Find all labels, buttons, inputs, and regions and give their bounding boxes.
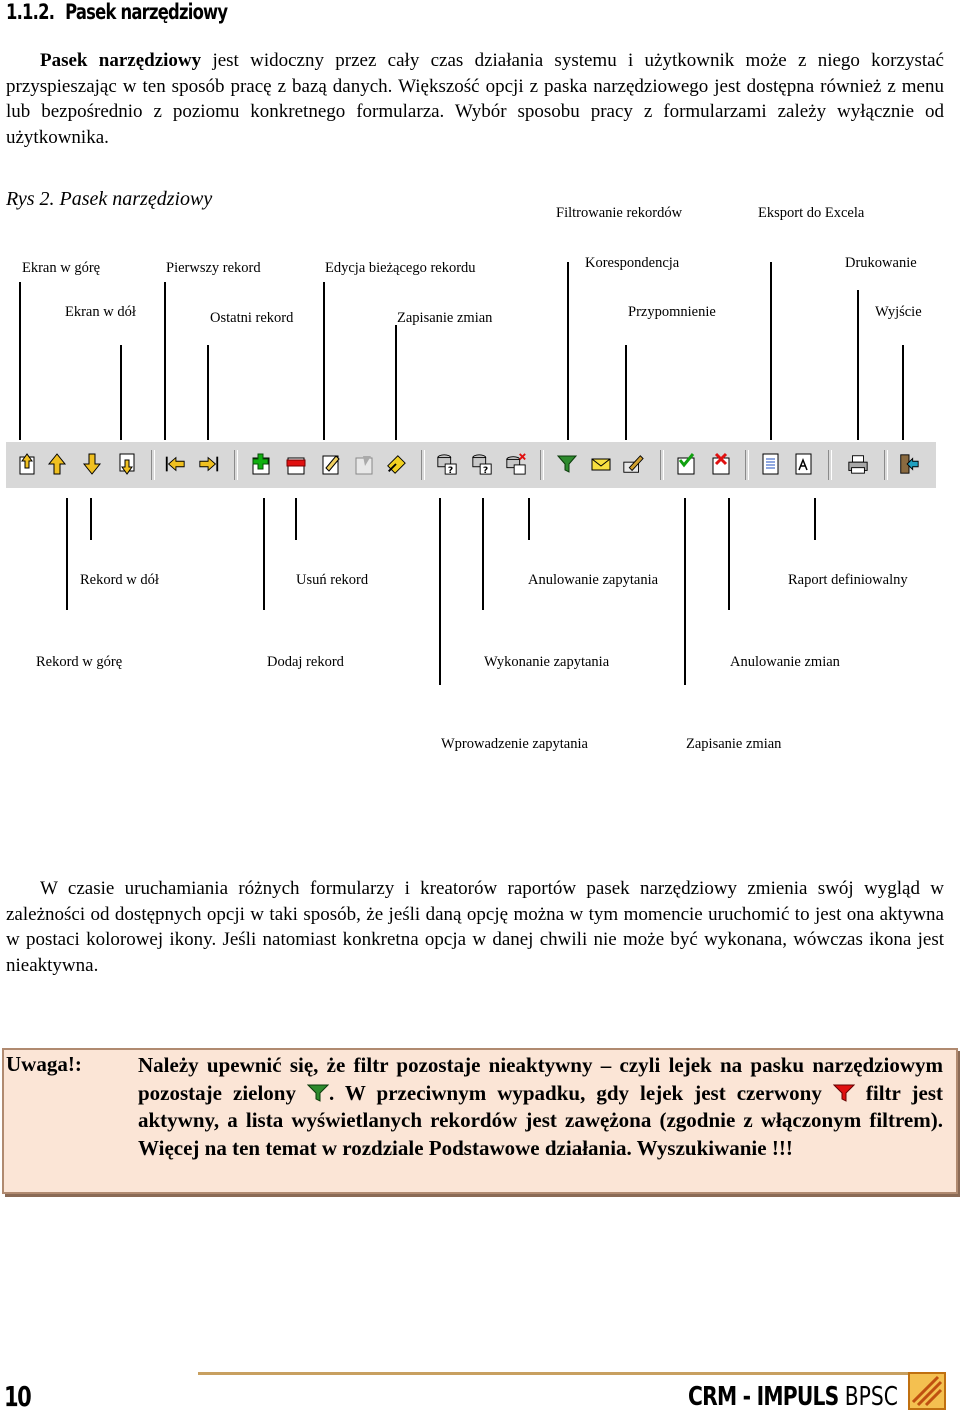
- label-pierwszy: Pierwszy rekord: [166, 260, 261, 276]
- svg-text:?: ?: [447, 465, 454, 476]
- note-part-3: filtr jest aktywny, a lista wyświetlanych rekordów jest zawężona (zgodnie z włączonym filtrem). Więcej na ten temat w rozdziale Podstawowe działania. Wyszukiwanie !!!: [138, 1080, 943, 1160]
- query-execute-icon: [471, 452, 493, 476]
- connector-line: [528, 498, 530, 540]
- exit-icon: [898, 452, 920, 476]
- green-filter-icon: [307, 1082, 329, 1100]
- connector-line: [857, 290, 859, 440]
- toolbar-separator: [828, 450, 832, 480]
- label-ekran-dol: Ekran w dół: [65, 304, 136, 320]
- report-icon: [760, 452, 782, 476]
- label-edycja: Edycja bieżącego rekordu: [325, 260, 476, 276]
- label-anul-zmian: Anulowanie zmian: [730, 654, 840, 670]
- connector-line: [120, 345, 122, 440]
- record-up-icon: [46, 452, 68, 476]
- cancel-icon: [710, 452, 732, 476]
- section-number: 1.1.2.: [6, 0, 55, 24]
- second-paragraph-text: W czasie uruchamiania różnych formularzy i kreatorów raportów pasek narzędziowy zmienia swój wygląd w zależności od dostępnych opcji w taki sposób, że jeśli daną opcję można w tym momencie uruchomić to jest ona aktywna w postaci kolorowej ikony. Jeśli natomiast konkretna opcja w danej chwili nie może być wykonana, wówczas ikona jest nieaktywna.: [6, 878, 944, 976]
- label-rekord-gora: Rekord w górę: [36, 654, 123, 670]
- query-enter-icon: [436, 452, 458, 476]
- intro-bold-lead: Pasek narzędziowy: [40, 50, 202, 71]
- label-anul-zap: Anulowanie zapytania: [528, 572, 659, 588]
- figure-caption: Rys 2. Pasek narzędziowy: [6, 188, 213, 210]
- toolbar-separator: [660, 450, 664, 480]
- company-logo-icon: [908, 1372, 946, 1410]
- footer-brand: [688, 1382, 898, 1412]
- first-record-icon: [164, 452, 186, 476]
- toolbar-separator: [884, 450, 888, 480]
- toolbar-separator: [745, 450, 749, 480]
- svg-text:?: ?: [482, 465, 489, 476]
- footer-rule: [198, 1372, 946, 1375]
- connector-line: [684, 498, 686, 685]
- toolbar-separator: [234, 450, 238, 480]
- second-paragraph: [6, 876, 944, 978]
- toolbar-separator: [540, 450, 544, 480]
- toolbar-separator: [151, 450, 155, 480]
- connector-line: [66, 498, 68, 610]
- section-title: Pasek narzędziowy: [65, 0, 228, 24]
- connector-line: [19, 282, 21, 440]
- cancel-changes-icon: [385, 452, 407, 476]
- note-text: [138, 1052, 943, 1162]
- print-icon: [847, 452, 869, 476]
- screen-down-icon: [117, 452, 139, 476]
- correspondence-icon: [590, 452, 612, 476]
- label-filtrowanie: Filtrowanie rekordów: [556, 205, 683, 221]
- record-down-icon: [81, 452, 103, 476]
- filter-icon: [556, 452, 578, 476]
- brand-bpsc: BPSC: [844, 1382, 898, 1412]
- label-usun: Usuń rekord: [296, 572, 369, 588]
- toolbar-separator: [421, 450, 425, 480]
- label-wyjscie: Wyjście: [875, 304, 922, 320]
- label-przypomnienie: Przypomnienie: [628, 304, 716, 320]
- edit-record-icon: [320, 452, 342, 476]
- connector-line: [902, 345, 904, 440]
- connector-line: [263, 498, 265, 610]
- page-number: 10: [4, 1380, 31, 1413]
- connector-line: [814, 498, 816, 540]
- label-ostatni: Ostatni rekord: [210, 310, 294, 326]
- connector-line: [295, 498, 297, 540]
- connector-line: [207, 345, 209, 440]
- add-record-icon: [250, 452, 272, 476]
- label-wykonanie: Wykonanie zapytania: [484, 654, 610, 670]
- label-korespondencja: Korespondencja: [585, 255, 680, 271]
- brand-impuls: IMPULS: [756, 1382, 839, 1412]
- connector-line: [439, 498, 441, 685]
- save-changes-icon: [353, 452, 375, 476]
- reminder-icon: [622, 452, 644, 476]
- connector-line: [90, 498, 92, 540]
- label-zapisanie-bottom: Zapisanie zmian: [686, 736, 782, 752]
- red-filter-icon: [833, 1082, 855, 1100]
- note-label: Uwaga!:: [6, 1052, 82, 1076]
- connector-line: [728, 498, 730, 610]
- delete-record-icon: [285, 452, 307, 476]
- label-drukowanie: Drukowanie: [845, 255, 917, 271]
- query-cancel-icon: [505, 452, 527, 476]
- label-rekord-dol: Rekord w dół: [80, 572, 159, 588]
- excel-export-icon: [793, 452, 815, 476]
- last-record-icon: [198, 452, 220, 476]
- note-part-1: Należy upewnić się, że filtr pozostaje nieaktywny – czyli lejek na pasku narzędziowym pozostaje zielony: [138, 1053, 943, 1105]
- connector-line: [567, 262, 569, 440]
- intro-text: jest widoczny przez cały czas działania systemu i użytkownik może z niego korzystać przyspieszając w ten sposób pracę z bazą danych. Większość opcji z paska narzędziowego jest dostępna również z menu lub bezpośrednio z poziomu konkretnego formularza. Wybór sposobu pracy z formularzami zależy wyłącznie od użytkownika.: [6, 50, 944, 148]
- connector-line: [164, 282, 166, 440]
- save-icon: [675, 452, 697, 476]
- label-zapisanie-top: Zapisanie zmian: [397, 310, 493, 326]
- connector-line: [770, 262, 772, 440]
- connector-line: [395, 325, 397, 440]
- section-heading: [6, 0, 227, 24]
- label-wprowadzenie: Wprowadzenie zapytania: [441, 736, 588, 752]
- screen-up-icon: [17, 452, 39, 476]
- connector-line: [323, 282, 325, 440]
- brand-separator: -: [742, 1382, 751, 1412]
- connector-line: [625, 345, 627, 440]
- note-part-2: . W przeciwnym wypadku, gdy lejek jest czerwony: [329, 1080, 833, 1105]
- label-ekran-gora: Ekran w górę: [22, 260, 101, 276]
- label-dodaj: Dodaj rekord: [267, 654, 344, 670]
- intro-paragraph: [6, 48, 944, 150]
- label-raport: Raport definiowalny: [788, 572, 908, 588]
- brand-crm: CRM: [688, 1382, 737, 1412]
- label-eksport: Eksport do Excela: [758, 205, 865, 221]
- connector-line: [482, 498, 484, 610]
